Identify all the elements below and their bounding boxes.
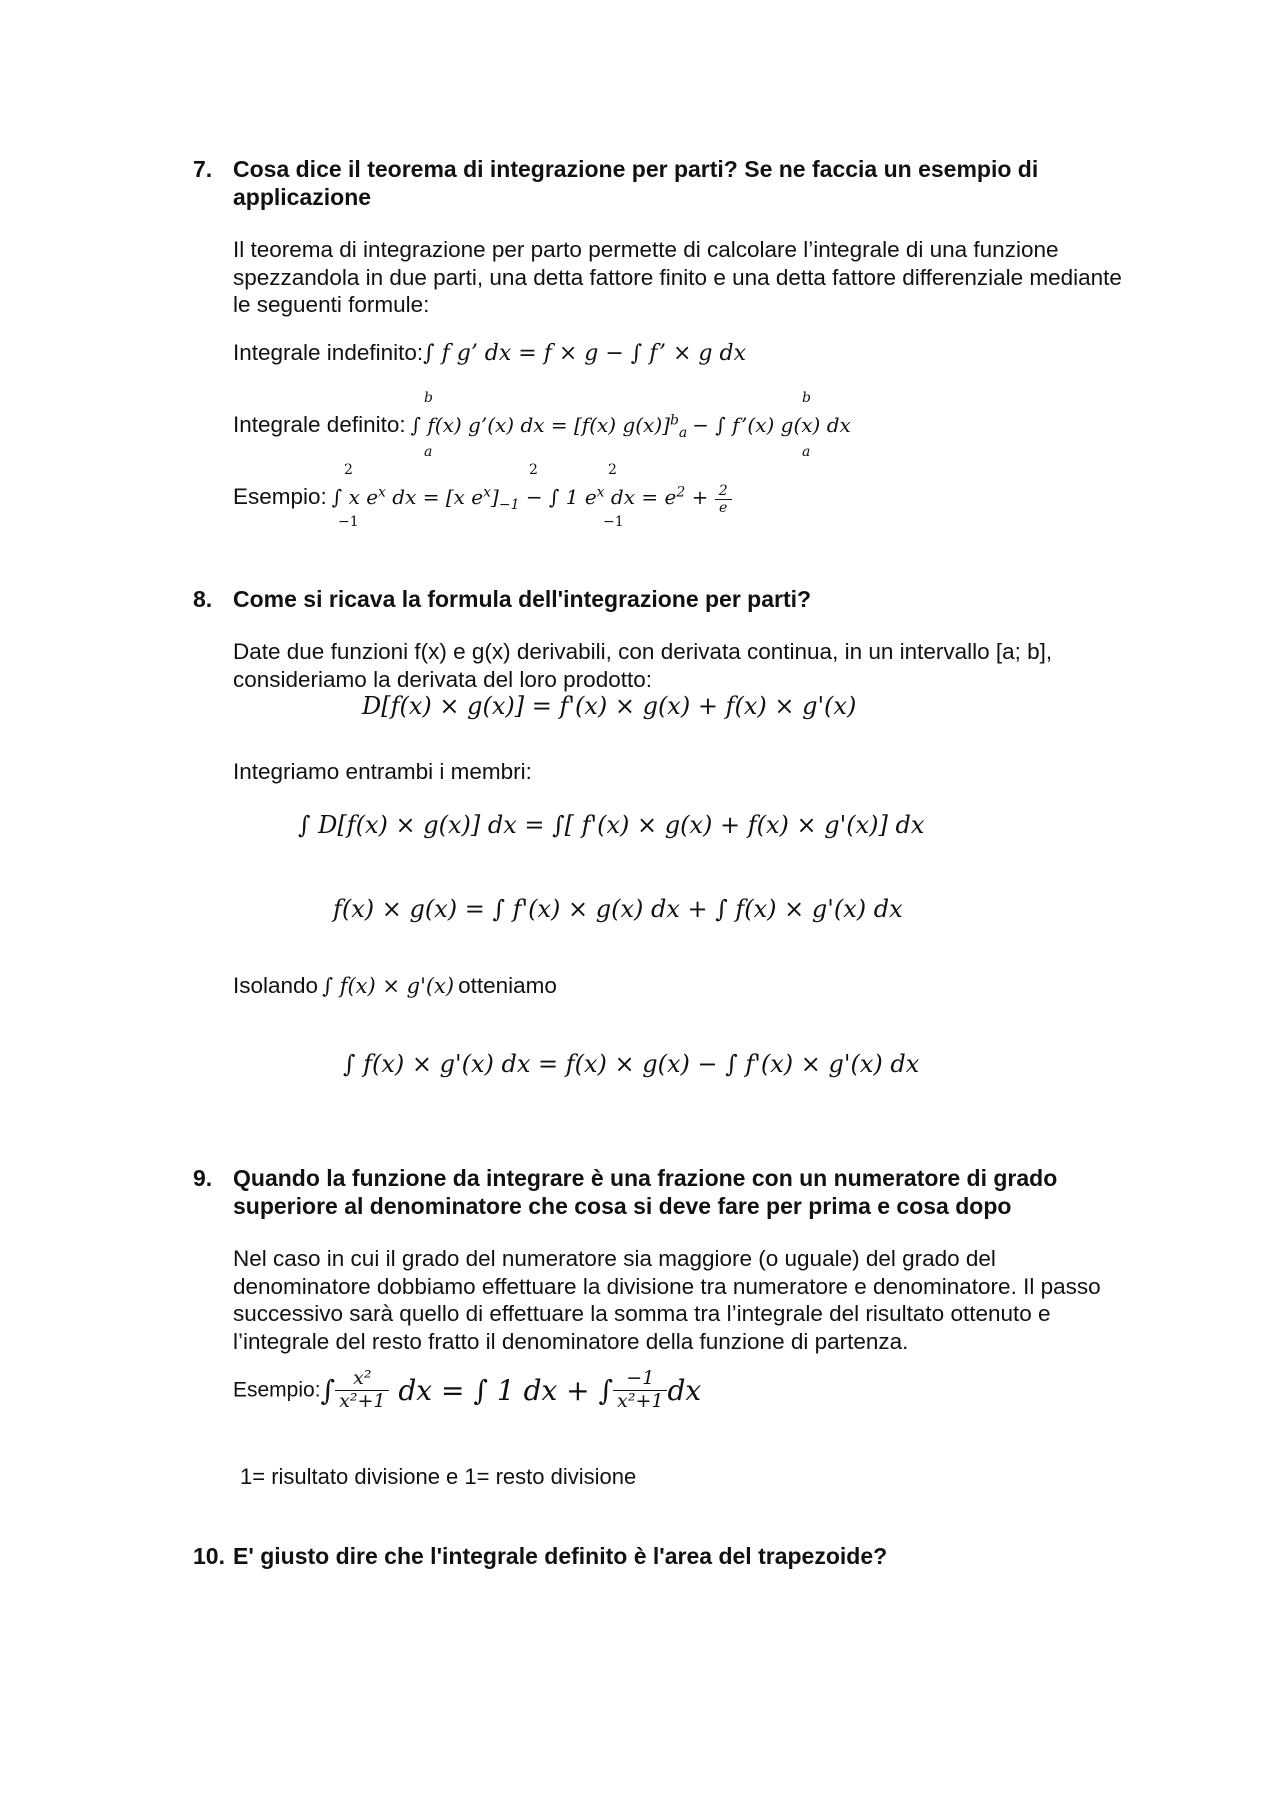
answer-paragraph: Nel caso in cui il grado del numeratore sia maggiore (o uguale) del grado del denominatore dobbiamo effettuare la divisione tra numeratore e denominatore. Il passo successivo sarà quello di effettuare la somma tra l’integrale del risultato ottenuto e l’integrale del resto fratto il denominatore della funzione di partenza. (233, 1246, 1101, 1354)
parts-formula-result: ∫ f(x) × g'(x) dx = f(x) × g(x) − ∫ f'(x) × g'(x) dx (343, 1050, 920, 1078)
isolating-line: Isolando ∫ f(x) × g'(x) otteniamo (233, 973, 557, 998)
integral-both-sides-equation: ∫ D[f(x) × g(x)] dx = ∫[ f'(x) × g(x) + f(x) × g'(x)] dx (298, 811, 925, 839)
definite-rhs: − ∫ f’(x) g(x) dx (692, 413, 851, 437)
example-label: Esempio: (233, 484, 327, 510)
question-number: 9. (193, 1165, 213, 1191)
indefinite-label: Integrale indefinito: (233, 340, 424, 365)
indefinite-formula: ∫ f g’ dx = f × g − ∫ f’ × g dx (423, 341, 746, 366)
example-7-line: Esempio: ∫ x $e^x$ dx = [x $e^x]_{-1}$ − ∫ 1 $e^x$ dx = $e^2$ + $\frac{2}{e}$ (233, 483, 732, 516)
indefinite-integral-line (233, 340, 746, 366)
question-number: 7. (193, 156, 213, 182)
question-number: 10. (193, 1543, 225, 1569)
example-9-line: Esempio:∫ $\frac{\text{x²}}{\text{x²+1}}$ dx = ∫ 1 dx + ∫ $\frac{-1}{\text{x²+1}}$ dx (233, 1367, 702, 1412)
definite-label: Integrale definito: (233, 412, 406, 437)
definite-integral-line: Integrale definito: ∫ f(x) g’(x) dx = [f(x) g(x)]$^b_a$ − ∫ f’(x) g(x) dx (233, 412, 851, 441)
answer-paragraph-2: Integriamo entrambi i membri: (233, 759, 532, 784)
question-title: Cosa dice il teorema di integrazione per parti? Se ne faccia un esempio di applicazione (233, 156, 1039, 210)
answer-paragraph: Il teorema di integrazione per parto permette di calcolare l’integrale di una funzione spezzandola in due parti, una detta fattore finito e una detta fattore differenziale mediante le seguenti formule: (233, 237, 1122, 317)
question-title: E' giusto dire che l'integrale definito è l'area del trapezoide? (233, 1543, 888, 1569)
question-title: Come si ricava la formula dell'integrazione per parti? (233, 586, 812, 612)
question-title: Quando la funzione da integrare è una frazione con un numeratore di grado superiore al denominatore che cosa si deve fare per prima e cosa dopo (233, 1165, 1058, 1219)
derivative-product-equation: D[f(x) × g(x)] = f'(x) × g(x) + f(x) × g'(x) (362, 692, 857, 720)
answer-paragraph: Date due funzioni f(x) e g(x) derivabili, con derivata continua, in un intervallo [a; b], consideriamo la derivata del loro prodotto: (233, 639, 1053, 692)
document-page: 7. Cosa dice il teorema di integrazione per parti? Se ne faccia un esempio di applicazione Il teorema di integrazione per parto permette di calcolare l’integrale di una funzione spezzandola in due parti, una detta fattore finito e una detta fattore differenziale mediante le seguenti formule: Integrale indefinito:∫ f g’ dx = f × g − ∫ f’ × g dx Integrale definito: ∫ f(x) g’(x) dx = [f(x) g(x)]$^b_a$ − ∫ f’(x) g(x) dx b a b a Esempio: ∫ x $e^x$ dx = [x $e^x]_{-1}$ − ∫ 1 $e^x$ dx = $e^2$ + $\frac{2}{e}$ 2 −1 2 2 −1 8. Come si ricava la formula dell'integrazione per parti? Date due funzioni f(x) e g(x) derivabili, con derivata continua, in un intervallo [a; b], consideriamo la derivata del loro prodotto: D[f(x) × g(x)] = f'(x) × g(x) + f(x) × g'(x) Integriamo entrambi i membri: ∫ D[f(x) × g(x)] dx = ∫[ f'(x) × g(x) + f(x) × g'(x)] dx f(x) × g(x) = ∫ f'(x) × g(x) dx + ∫ f(x) × g'(x) dx Isolando ∫ f(x) × g'(x) otteniamo ∫ f(x) × g'(x) dx = f(x) × g(x) − ∫ f'(x) × g'(x) dx 9. Quando la funzione da integrare è una frazione con un numeratore di grado superiore al denominatore che cosa si deve fare per prima e cosa dopo Nel caso in cui il grado del numeratore sia maggiore (o uguale) del grado del denominatore dobbiamo effettuare la divisione tra numeratore e denominatore. Il passo successivo sarà quello di effettuare la somma tra l’integrale del risultato ottenuto e l’integrale del resto fratto il denominatore della funzione di partenza. Esempio:∫ $\frac{\text{x²}}{\text{x²+1}}$ dx = ∫ 1 dx + ∫ $\frac{-1}{\text{x²+1}}$ dx 1= risultato divisione e 1= resto divisione 10. E' giusto dire che l'integrale definito è l'area del trapezoide? (0, 0, 1280, 1808)
example-9-note: 1= risultato divisione e 1= resto divisione (240, 1464, 637, 1489)
question-number: 8. (193, 586, 213, 612)
definite-lhs: ∫ f(x) g’(x) dx = [f(x) g(x)] (410, 413, 670, 437)
integrated-equation: f(x) × g(x) = ∫ f'(x) × g(x) dx + ∫ f(x) × g'(x) dx (333, 895, 903, 923)
